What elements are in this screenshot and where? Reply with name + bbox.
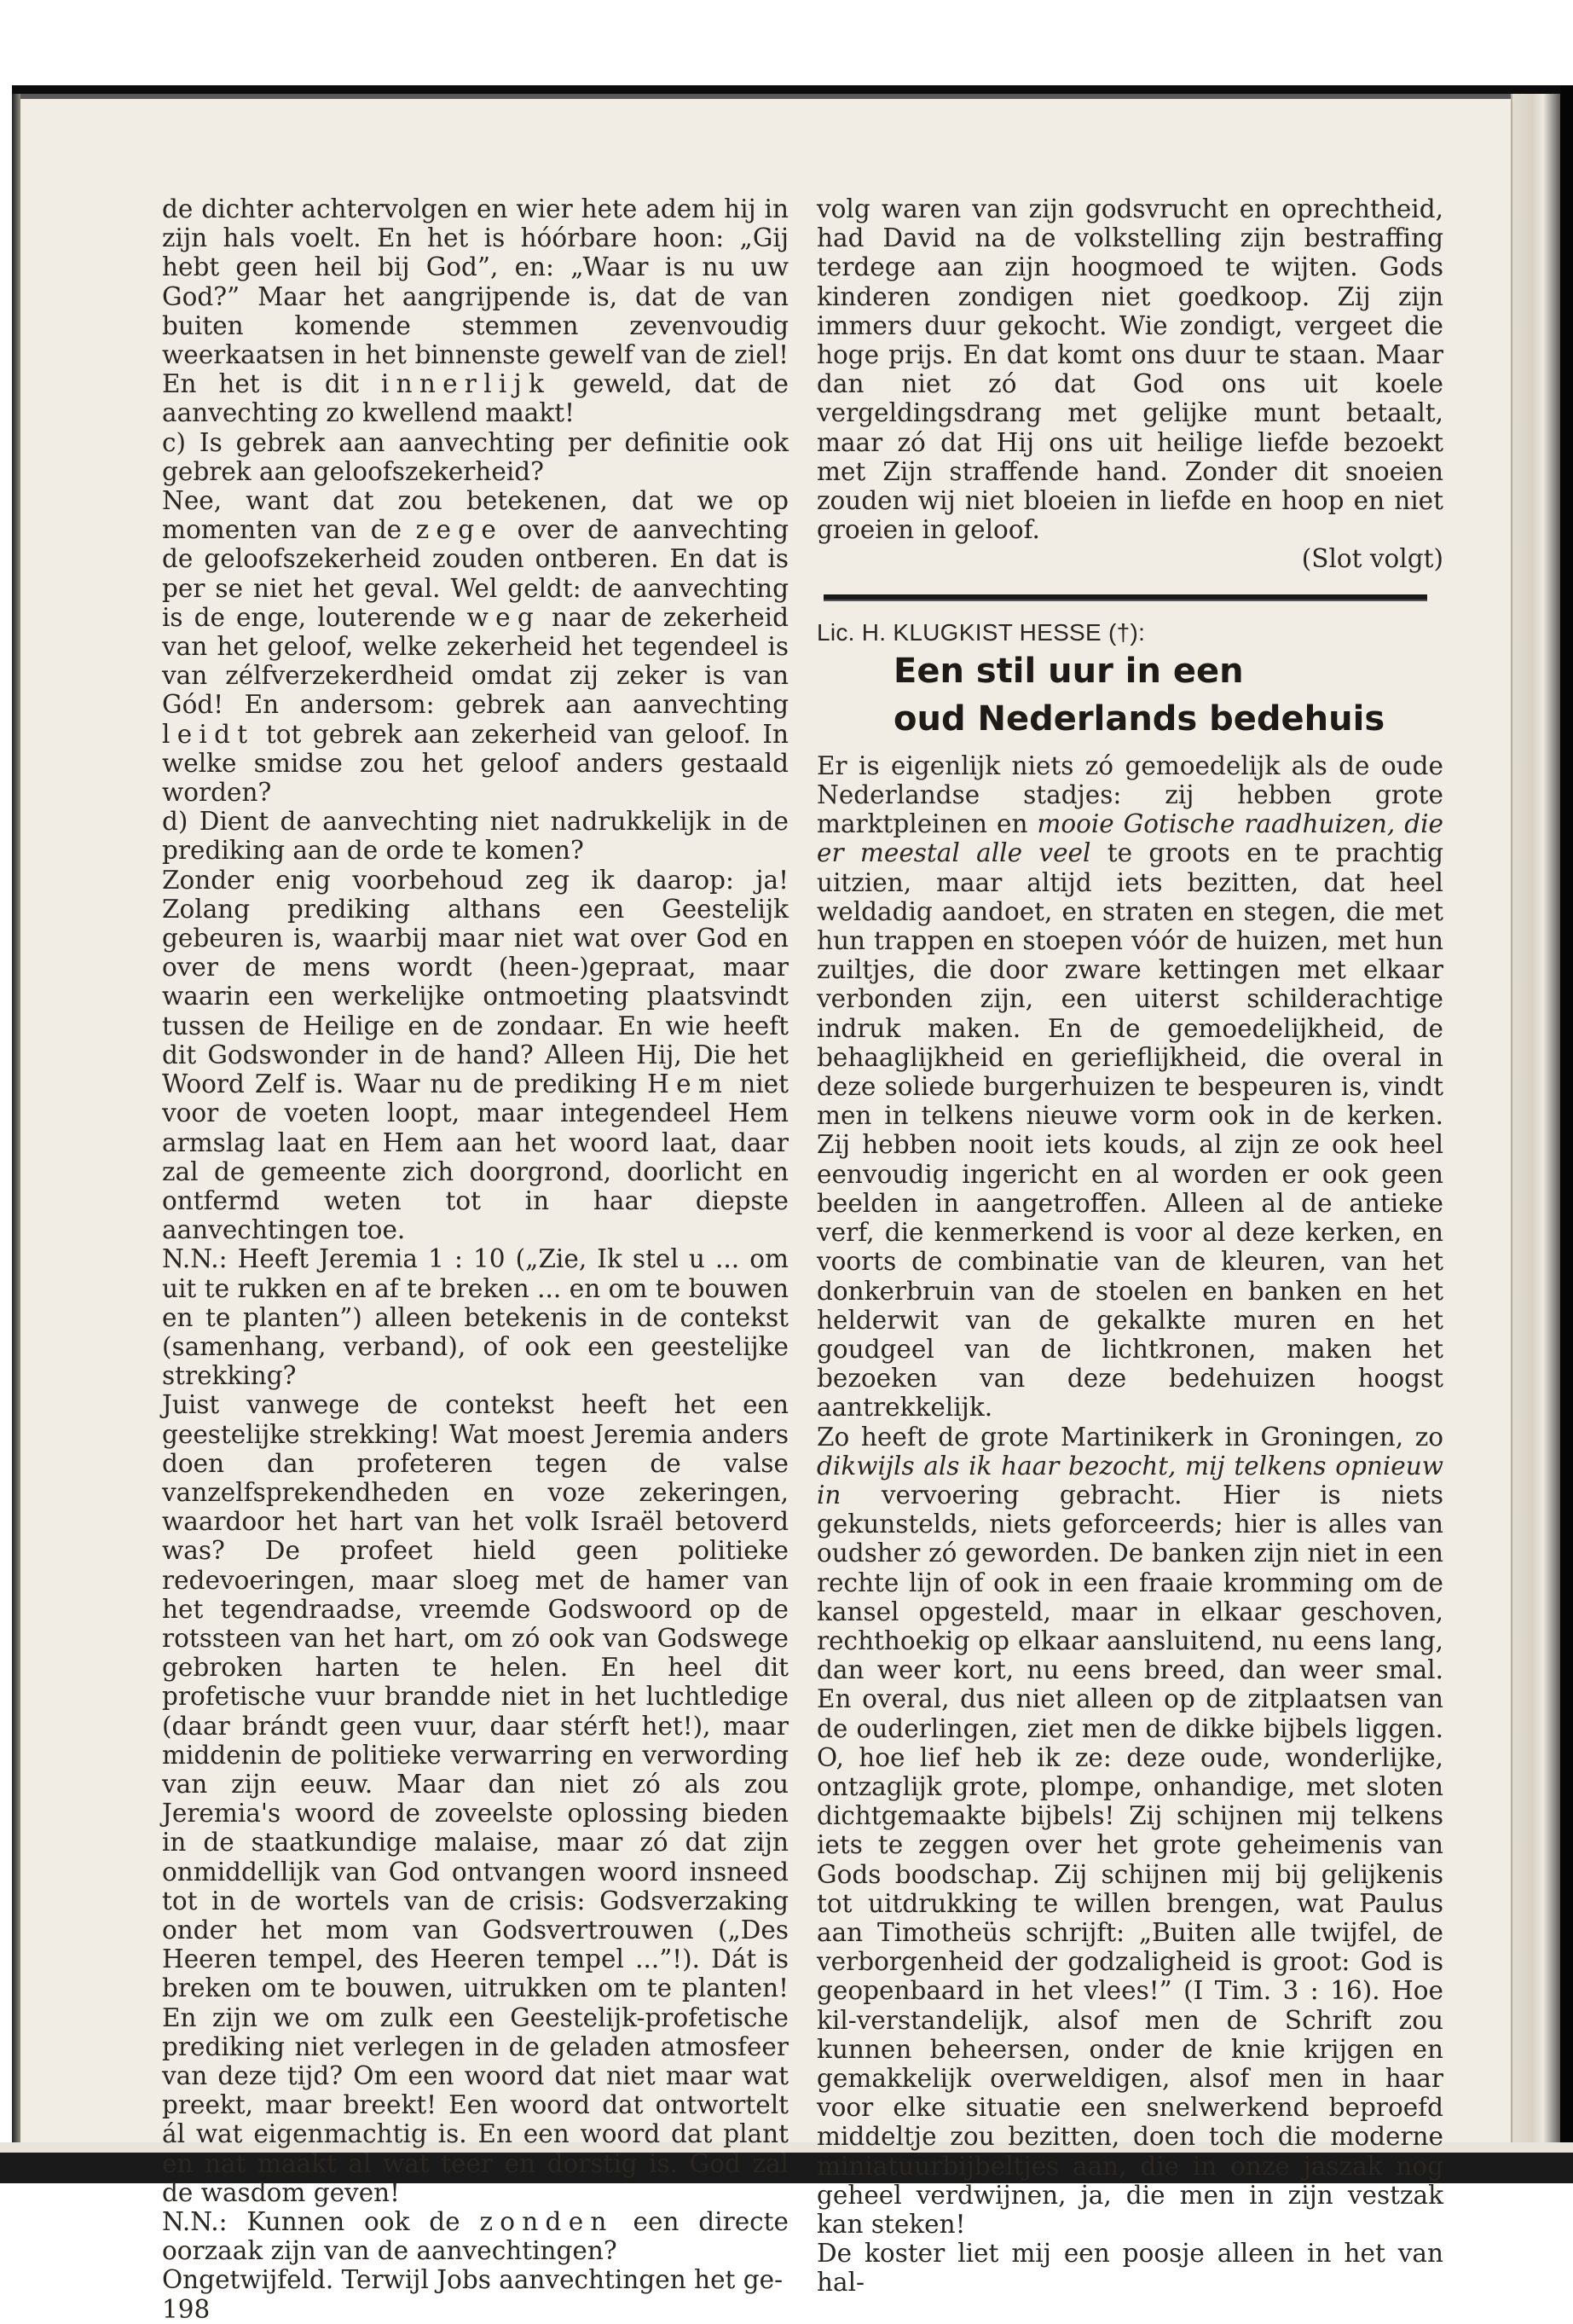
to-be-continued: (Slot volgt) (1301, 544, 1443, 574)
paragraph: N.N.: Kunnen ook de zonden een directe oorzaak zijn van de aanvechtingen? (162, 2207, 789, 2266)
article-title (893, 647, 1443, 743)
left-page-shadow (12, 94, 20, 2149)
page-number: 198 (162, 2294, 211, 2324)
paragraph: Zo heeft de grote Martinikerk in Groningen, zo dikwijls als ik haar bezocht, mij telkens opnieuw in vervoering gebracht. Hier is niets gekunstelds, niets geforceerds; hier is alles van oudsher zó geworden. De banken zijn niet in een rechte lijn of ook in een fraaie kromming om de kansel opgesteld, maar in elkaar geschoven, rechthoekig op elkaar aansluitend, nu eens lang, dan weer kort, nu eens breed, dan weer smal. En overal, dus niet alleen op de zitplaatsen van de ouderlingen, ziet men de dikke bijbels liggen. O, hoe lief heb ik ze: deze oude, wonderlijke, ontzaglijk grote, plompe, onhandige, met sloten dichtgemaakte bijbels! Zij schijnen mij telkens iets te zeggen over het grote geheimenis van Gods boodschap. Zij schijnen mij bij gelijkenis tot uitdrukking te willen brengen, wat Paulus aan Timotheüs schrijft: „Buiten alle twijfel, de verborgenheid der godzaligheid is groot: God is geopenbaard in het vlees!” (I Tim. 3 : 16). Hoe kil-verstandelijk, alsof men de Schrift zou kunnen beheersen, onder de knie krijgen en gemakkelijk overweldigen, alsof men in haar voor elke situatie een snelwerkend beproefd middeltje zou bezitten, doen toch die moderne miniatuurbijbeltjes aan, die in onze jaszak nog geheel verdwijnen, ja, die men in zijn vestzak kan steken! (817, 1422, 1443, 2239)
paragraph: volg waren van zijn godsvrucht en oprechtheid, had David na de volkstelling zijn bestraffing terdege aan zijn hoogmoed te wijten. Gods kinderen zondigen niet goedkoop. Zij zijn immers duur gekocht. Wie zondigt, vergeet die hoge prijs. En dat komt ons duur te staan. Maar dan niet zó dat God ons uit koele vergeldingsdrang met gelijke munt betaalt, maar zó dat Hij ons uit heilige liefde bezoekt met Zijn straffende hand. Zonder dit snoeien zouden wij niet bloeien in liefde en hoop en niet groeien in geloof. (817, 194, 1443, 545)
article-title-line-1: Een stil uur in een (893, 651, 1244, 691)
paragraph: Juist vanwege de contekst heeft het een geestelijke strekking! Wat moest Jeremia anders doen dan profeteren tegen de valse vanzelfsprekendheden en voze zekeringen, waardoor het hart van het volk Israël betoverd was? De profeet hield geen politieke redevoeringen, maar sloeg met de hamer van het tegendraadse, vreemde Godswoord op de rotssteen van het hart, om zó ook van Godswege gebroken harten te helen. En heel dit profetische vuur brandde niet in het luchtledige (daar brándt geen vuur, daar stérft het!), maar middenin de politieke verwarring en verwording van zijn eeuw. Maar dan niet zó als zou Jeremia's woord de zoveelste oplossing bieden in de staatkundige malaise, maar zó dat zijn onmiddellijk van God ontvangen woord insneed tot in de wortels van de crisis: Godsverzaking onder het mom van Godsvertrouwen („Des Heeren tempel, des Heeren tempel ...”!). Dát is breken om te bouwen, uitrukken om te planten! En zijn we om zulk een Geestelijk-profetische prediking niet verlegen in de geladen atmosfeer van deze tijd? Om een woord dat niet maar wat preekt, maar breekt! Een woord dat ontwortelt ál wat eigenmachtig is. En een woord dat plant en nat maakt al wat teer en dorstig is. God zal de wasdom geven! (162, 1390, 789, 2207)
paragraph: c) Is gebrek aan aanvechting per definitie ook gebrek aan geloofszekerheid? (162, 427, 789, 486)
paragraph: Ongetwijfeld. Terwijl Jobs aanvechtingen het ge- (162, 2265, 784, 2295)
article-title-line-2: oud Nederlands bedehuis (893, 698, 1385, 739)
paragraph: de dichter achtervolgen en wier hete adem hij in zijn hals voelt. En het is hóórbare hoon: „Gij hebt geen heil bij God”, en: „Waar is nu uw God?” Maar het aangrijpende is, dat de van buiten komende stemmen zevenvoudig weerkaatsen in het binnenste gewelf van de ziel! En het is dit innerlijk geweld, dat de aanvechting zo kwellend maakt! (162, 194, 789, 428)
paragraph: Nee, want dat zou betekenen, dat we op momenten van de zege over de aanvechting de geloofszekerheid zouden ontberen. En dat is per se niet het geval. Wel geldt: de aanvechting is de enge, louterende weg naar de zekerheid van het geloof, welke zekerheid het tegendeel is van zélfverzekerdheid omdat zij zeker is van Gód! En andersom: gebrek aan aanvechting leidt tot gebrek aan zekerheid van geloof. In welke smidse zou het geloof anders gestaald worden? (162, 486, 789, 808)
page-stack-edge (1511, 94, 1564, 2158)
left-column (162, 194, 789, 2324)
paragraph: Er is eigenlijk niets zó gemoedelijk als de oude Nederlandse stadjes: zij hebben grote marktpleinen en mooie Gotische raadhuizen, die er meestal alle veel te groots en te prachtig uitzien, maar altijd iets bezitten, dat heel weldadig aandoet, en straten en stegen, die met hun trappen en stoepen vóór de huizen, met hun zuiltjes, die door zware kettingen met elkaar verbonden zijn, een uiterst schilderachtige indruk maken. En de gemoedelijkheid, de behaaglijkheid en gerieflijkheid, die overal in deze soliede burgerhuizen te bespeuren is, vindt men in telkens nieuwe vorm ook in de kerken. Zij hebben nooit iets kouds, al zijn ze ook heel eenvoudig ingericht en al worden er ook geen beelden in aangetroffen. Alleen al de antieke verf, die kenmerkend is voor al deze kerken, en voorts de combinatie van de kleuren, van het donkerbruin van de stoelen en banken en het helderwit van de gekalkte muren en het goudgeel van de lichtkronen, maken het bezoeken van deze bedehuizen hoogst aantrekkelijk. (817, 751, 1444, 1423)
right-column (817, 194, 1443, 2298)
paragraph: Zonder enig voorbehoud zeg ik daarop: ja! Zolang prediking althans een Geestelijk gebeuren is, waarbij maar niet wat over God en over de mens wordt (heen-)gepraat, maar waarin een werkelijke ontmoeting plaatsvindt tussen de Heilige en de zondaar. En wie heeft dit Godswonder in de hand? Alleen Hij, Die het Woord Zelf is. Waar nu de prediking Hem niet voor de voeten loopt, maar integendeel Hem armslag laat en Hem aan het woord laat, daar zal de gemeente zich doorgrond, doorlicht en ontfermd weten tot in haar diepste aanvechtingen toe. (162, 865, 789, 1245)
paragraph: d) Dient de aanvechting niet nadrukkelijk in de prediking aan de orde te komen? (162, 807, 789, 866)
right-scan-edge (1560, 85, 1573, 2192)
paragraph: De koster liet mij een poosje alleen in het van hal- (817, 2239, 1443, 2298)
author-byline: Lic. H. KLUGKIST HESSE (†): (817, 618, 1146, 646)
italic-phrase: mooie Gotische raadhuizen, die er meestal alle veel (817, 809, 1444, 868)
section-divider (824, 594, 1427, 601)
paragraph: N.N.: Heeft Jeremia 1 : 10 („Zie, Ik stel u ... om uit te rukken en af te breken ... en om te bouwen en te planten”) alleen betekenis in de contekst (samenhang, verband), of ook een geestelijke strekking? (162, 1244, 789, 1391)
top-scan-edge (12, 85, 1573, 99)
italic-phrase: dikwijls als ik haar bezocht, mij telkens opnieuw in (817, 1451, 1443, 1510)
